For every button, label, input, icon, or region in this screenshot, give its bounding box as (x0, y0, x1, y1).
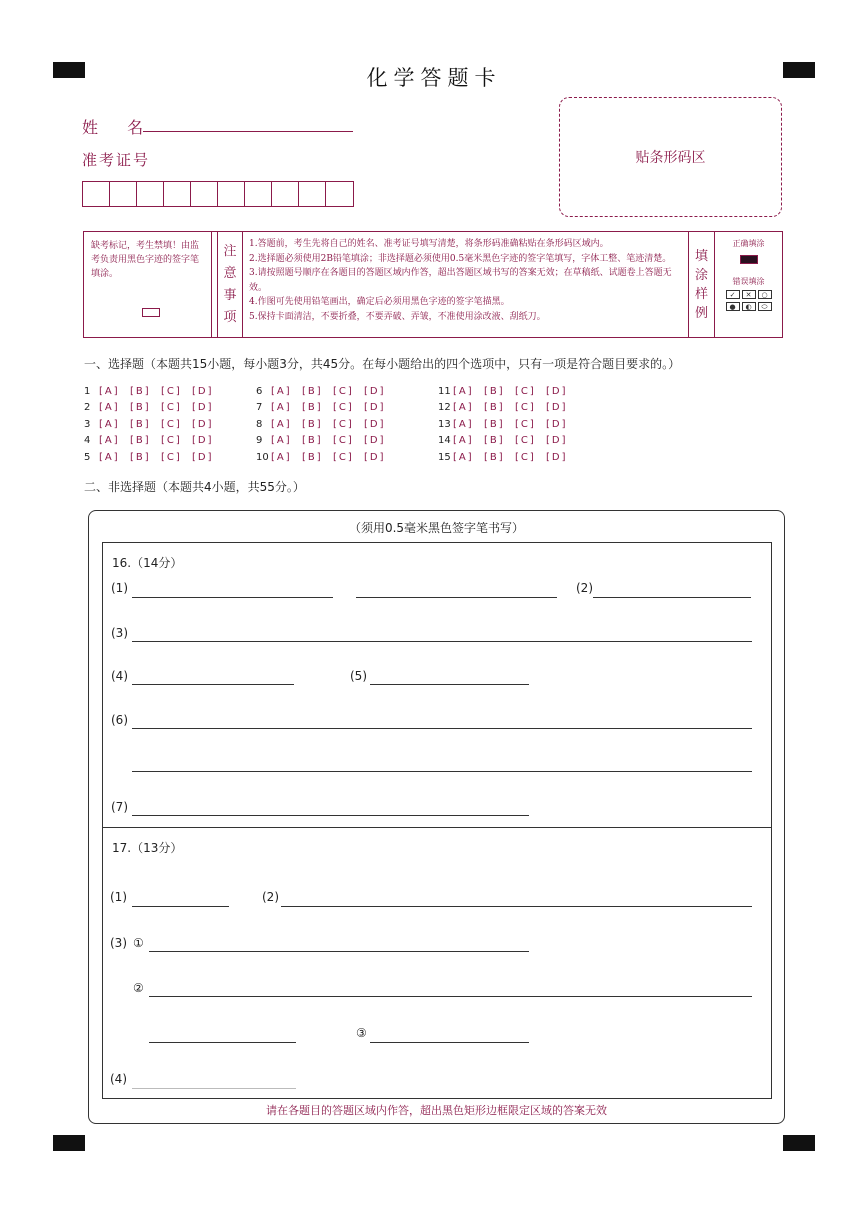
q16-blank-1a[interactable] (132, 597, 333, 598)
wrong-fill-label: 错误填涂 (732, 277, 765, 286)
choice-question-row (438, 383, 604, 400)
question-16-box (102, 542, 772, 828)
q17-blank-1[interactable] (132, 906, 229, 907)
wrong-fill-samples-row-1 (715, 290, 782, 299)
choice-option-bubble[interactable]: [B] (302, 418, 323, 430)
correct-fill-sample (740, 255, 758, 264)
choice-question-number: 15 (438, 451, 451, 463)
q16-blank-1b[interactable] (356, 597, 557, 598)
choice-question-number: 7 (256, 402, 263, 414)
choice-option-bubble[interactable]: [B] (130, 435, 151, 447)
choice-option-bubble[interactable]: [D] (364, 418, 386, 430)
choice-option-bubble[interactable]: [B] (130, 402, 151, 414)
choice-option-bubble[interactable]: [C] (333, 435, 354, 447)
registration-mark-bottom-right (783, 1135, 815, 1151)
notice-vertical-char: 意 (223, 265, 237, 281)
choice-option-bubble[interactable]: [A] (99, 402, 120, 414)
choice-option-bubble[interactable]: [D] (546, 402, 568, 414)
choice-question-number: 11 (438, 385, 451, 397)
barcode-area (559, 97, 782, 217)
q17-blank-3-2b[interactable] (149, 1042, 296, 1043)
choice-question-row (438, 400, 604, 417)
choice-option-bubble[interactable]: [C] (161, 385, 182, 397)
correct-fill-label: 正确填涂 (732, 239, 765, 248)
choice-question-row (256, 449, 438, 466)
choice-question-row (84, 400, 256, 417)
choice-option-bubble[interactable]: [B] (130, 418, 151, 430)
notice-item: 4.作图可先使用铅笔画出，确定后必须用黑色字迹的签字笔描黑。 (249, 297, 510, 307)
choice-option-bubble[interactable]: [C] (161, 451, 182, 463)
notice-vertical-char: 事 (223, 287, 237, 303)
section2-heading: 二、非选择题（本题共4小题，共55分。） (84, 480, 305, 494)
choice-question-number: 6 (256, 385, 263, 397)
choice-question-row (84, 416, 256, 433)
choice-option-bubble[interactable]: [D] (192, 385, 214, 397)
q16-blank-7[interactable] (132, 815, 529, 816)
q16-blank-6b[interactable] (132, 771, 752, 772)
q17-label-1: (1) (110, 890, 127, 904)
fill-vertical-char: 涂 (694, 267, 708, 283)
choice-option-bubble[interactable]: [D] (364, 435, 386, 447)
choice-option-bubble[interactable]: [A] (453, 435, 474, 447)
q17-blank-3-1[interactable] (149, 951, 529, 952)
q17-blank-2[interactable] (281, 906, 752, 907)
choice-question-number: 12 (438, 402, 451, 414)
choice-question-number: 5 (84, 451, 91, 463)
notice-item: 1.答题前，考生先将自己的姓名、准考证号填写清楚，将条形码准确粘贴在条形码区域内。 (249, 239, 609, 249)
choice-option-bubble[interactable]: [A] (99, 435, 120, 447)
choice-option-bubble[interactable]: [B] (484, 402, 505, 414)
q16-blank-4[interactable] (132, 684, 294, 685)
half-fill-icon: ◐ (742, 302, 756, 311)
exam-id-digit-box[interactable] (191, 182, 218, 206)
choice-option-bubble[interactable]: [D] (364, 402, 386, 414)
exam-id-digit-box[interactable] (164, 182, 191, 206)
exam-id-digit-box[interactable] (83, 182, 110, 206)
choice-option-bubble[interactable]: [A] (453, 418, 474, 430)
exam-id-digit-box[interactable] (245, 182, 272, 206)
q16-label-6: (6) (111, 713, 128, 727)
choice-option-bubble[interactable]: [D] (192, 418, 214, 430)
absent-note: 缺考标记，考生禁填！由监考负责用黑色字迹的签字笔填涂。 (91, 241, 200, 279)
notice-vertical-label (218, 232, 242, 337)
section1-heading: 一、选择题（本题共15小题，每小题3分，共45分。在每小题给出的四个选项中，只有一项是符合题目要求的。） (84, 357, 681, 371)
absent-mark-box[interactable] (142, 308, 160, 317)
choice-option-bubble[interactable]: [C] (333, 418, 354, 430)
q17-blank-4[interactable] (132, 1088, 296, 1089)
q16-blank-5[interactable] (370, 684, 529, 685)
choice-option-bubble[interactable]: [A] (453, 385, 474, 397)
choice-option-bubble[interactable]: [D] (546, 451, 568, 463)
exam-id-digit-box[interactable] (299, 182, 326, 206)
choice-option-bubble[interactable]: [B] (130, 385, 151, 397)
choice-option-bubble[interactable]: [C] (515, 385, 536, 397)
exam-id-digit-box[interactable] (218, 182, 245, 206)
q17-label-3-sub2: ② (133, 981, 144, 995)
notice-item: 3.请按照题号顺序在各题目的答题区域内作答，超出答题区域书写的答案无效；在草稿纸、试题卷上答题无效。 (249, 268, 672, 293)
choice-option-bubble[interactable]: [D] (192, 402, 214, 414)
choice-option-bubble[interactable]: [A] (271, 435, 292, 447)
choice-option-bubble[interactable]: [B] (484, 451, 505, 463)
choice-question-number: 14 (438, 435, 451, 447)
choice-option-bubble[interactable]: [D] (546, 418, 568, 430)
choice-option-bubble[interactable]: [A] (271, 451, 292, 463)
q17-blank-3-2[interactable] (149, 996, 752, 997)
exam-id-digit-box[interactable] (326, 182, 353, 206)
choice-question-row (256, 383, 438, 400)
q16-blank-2[interactable] (593, 597, 751, 598)
choice-option-bubble[interactable]: [A] (453, 451, 474, 463)
choice-option-bubble[interactable]: [A] (99, 385, 120, 397)
answer-area-footer: 请在各题目的答题区域内作答，超出黑色矩形边框限定区域的答案无效 (266, 1104, 607, 1117)
choice-option-bubble[interactable]: [A] (99, 451, 120, 463)
exam-id-digit-box[interactable] (137, 182, 164, 206)
choice-question-number: 4 (84, 435, 91, 447)
choice-question-number: 9 (256, 435, 263, 447)
choice-option-bubble[interactable]: [B] (130, 451, 151, 463)
choice-option-bubble[interactable]: [C] (161, 435, 182, 447)
q17-label-3-sub3: ③ (356, 1026, 367, 1040)
choice-option-bubble[interactable]: [C] (333, 385, 354, 397)
choice-option-bubble[interactable]: [A] (271, 402, 292, 414)
cross-mark-icon: ✕ (742, 290, 756, 299)
choice-option-bubble[interactable]: [A] (271, 418, 292, 430)
choice-option-bubble[interactable]: [C] (333, 402, 354, 414)
barcode-label: 贴条形码区 (635, 150, 706, 166)
q16-blank-3[interactable] (132, 641, 752, 642)
choice-option-bubble[interactable]: [C] (515, 435, 536, 447)
choice-option-bubble[interactable]: [B] (302, 385, 323, 397)
choice-question-row (84, 433, 256, 450)
choice-question-number: 13 (438, 418, 451, 430)
filled-dot-icon: ● (726, 302, 740, 311)
choice-option-bubble[interactable]: [D] (546, 385, 568, 397)
choice-question-row (256, 400, 438, 417)
choice-option-bubble[interactable]: [B] (302, 435, 323, 447)
choice-option-bubble[interactable]: [B] (484, 385, 505, 397)
choice-option-bubble[interactable]: [B] (484, 435, 505, 447)
choice-option-bubble[interactable]: [C] (333, 451, 354, 463)
choice-answer-grid (84, 383, 604, 466)
fill-example-vertical-label (688, 232, 714, 337)
notice-vertical-char: 注 (223, 243, 237, 259)
choice-option-bubble[interactable]: [D] (364, 451, 386, 463)
choice-option-bubble[interactable]: [D] (364, 385, 386, 397)
q16-label-2: (2) (576, 581, 593, 595)
fill-vertical-char: 样 (694, 286, 708, 302)
choice-question-row (256, 416, 438, 433)
notice-item: 5.保持卡面清洁，不要折叠，不要弄破、弄皱，不准使用涂改液、刮纸刀。 (249, 311, 546, 322)
exam-id-digit-box[interactable] (110, 182, 137, 206)
check-mark-icon: ✓ (726, 290, 740, 299)
registration-mark-bottom-left (53, 1135, 85, 1151)
choice-question-number: 1 (84, 385, 91, 397)
page-title: 化学答题卡 (366, 66, 502, 90)
choice-option-bubble[interactable]: [C] (515, 402, 536, 414)
choice-question-number: 8 (256, 418, 263, 430)
q16-blank-6a[interactable] (132, 728, 752, 729)
q16-label-5: (5) (350, 669, 367, 683)
choice-option-bubble[interactable]: [A] (271, 385, 292, 397)
choice-question-row (84, 383, 256, 400)
choice-question-row (84, 449, 256, 466)
notice-vertical-char: 项 (223, 309, 237, 325)
fill-example-panel (714, 232, 782, 337)
choice-question-row (438, 433, 604, 450)
exam-id-digit-box[interactable] (272, 182, 299, 206)
wrong-fill-samples-row-2 (715, 302, 782, 311)
exam-id-label: 准考证号 (82, 151, 151, 169)
choice-question-number: 3 (84, 418, 91, 430)
choice-question-number: 2 (84, 402, 91, 414)
choice-option-bubble[interactable]: [D] (192, 451, 214, 463)
fill-vertical-char: 例 (694, 305, 708, 321)
choice-option-bubble[interactable]: [A] (453, 402, 474, 414)
choice-option-bubble[interactable]: [B] (302, 451, 323, 463)
q16-label-4: (4) (111, 669, 128, 683)
choice-option-bubble[interactable]: [D] (192, 435, 214, 447)
name-label: 姓 名 (82, 118, 156, 137)
choice-option-bubble[interactable]: [C] (161, 418, 182, 430)
q17-label-3-sub1: ① (133, 936, 144, 950)
choice-question-row (256, 433, 438, 450)
q16-label-7: (7) (111, 800, 128, 814)
answer-instruction: （须用0.5毫米黑色签字笔书写） (348, 521, 525, 535)
question-16-title: 16.（14分） (112, 556, 183, 570)
choice-option-bubble[interactable]: [B] (302, 402, 323, 414)
choice-question-row (438, 416, 604, 433)
question-17-title: 17.（13分） (112, 841, 183, 855)
answer-area (88, 510, 785, 1124)
notice-panel (83, 231, 783, 338)
choice-option-bubble[interactable]: [A] (99, 418, 120, 430)
absent-mark-panel (84, 232, 212, 337)
choice-question-number: 10 (256, 451, 269, 463)
q17-blank-3-3[interactable] (370, 1042, 529, 1043)
choice-option-bubble[interactable]: [D] (546, 435, 568, 447)
q17-label-4: (4) (110, 1072, 127, 1086)
q16-label-1: (1) (111, 581, 128, 595)
choice-option-bubble[interactable]: [C] (515, 418, 536, 430)
circle-mark-icon: ○ (758, 290, 772, 299)
ellipse-mark-icon: ⬭ (758, 302, 772, 311)
choice-option-bubble[interactable]: [C] (161, 402, 182, 414)
q16-label-3: (3) (111, 626, 128, 640)
choice-option-bubble[interactable]: [C] (515, 451, 536, 463)
exam-id-boxes[interactable] (82, 181, 354, 207)
choice-option-bubble[interactable]: [B] (484, 418, 505, 430)
fill-vertical-char: 填 (694, 248, 708, 264)
notice-items (242, 232, 688, 337)
notice-item: 2.选择题必须使用2B铅笔填涂；非选择题必须使用0.5毫米黑色字迹的签字笔填写，字体工整、笔迹清楚。 (249, 253, 672, 264)
question-17-box (102, 827, 772, 1099)
q17-label-3: (3) (110, 936, 127, 950)
name-field[interactable] (143, 131, 353, 132)
choice-question-row (438, 449, 604, 466)
q17-label-2: (2) (262, 890, 279, 904)
